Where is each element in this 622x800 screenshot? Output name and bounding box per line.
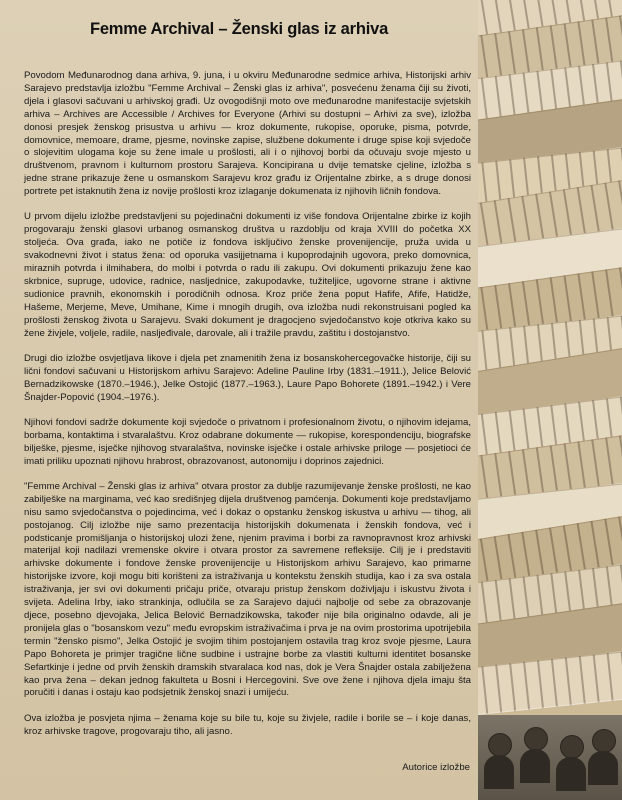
paragraph-oriental-collection: U prvom dijelu izložbe predstavljeni su pojedinačni dokumenti iz više fondova Orijentalne zbirke iz kojih progovaraju ženski glasovi urbanog osmanskog društva u razdoblju od kraja XVIII do početka XX stoljeća. Ova građa, iako ne potiče iz fondova isključivo ženske provenijencije, pruža uvida u svakodnevni život i status žena: od oporuka vasijjetnama i kupoprodajnih ugovora, preko domovnica, miraznih potvrda i ilmihabera, do molbi i potvrda o radu ili zakupu. Ovi dokumenti prikazuju žene kao skrbnice, supruge, udovice, radnice, nasljednice, zakupodavke, tužiteljice, ugovorne strane i aktivne sudionice pravnih, ekonomskih i porodičnih odnosa. Kroz priče žena poput Hafife, Afife, Hatidže, Hašeme, Merjeme, Meve, Umihane, Kime i mnogih drugih, ova izložba nudi rekonstruisani pogled ka prošlosti ženskog života u Sarajevu. Svaki dokument je dragocjeno svjedočanstvo koje otkriva kako su žene živjele, voljele, radile, nasljeđivale, darovale, ali i tražile pravdu, zaštitu i dostojanstvo.: [24, 211, 471, 339]
archival-documents-collage: [478, 0, 622, 800]
paragraph-five-women: Drugi dio izložbe osvjetljava likove i djela pet znamenitih žena iz bosanskohercegovačke historije, čiji su lični fondovi sačuvani u Historijskom arhivu Sarajevo: Adeline Pauline Irby (1831.–1911.), Jelice Belović Bernadzikowske (1870.–1946.), Jelke Ostojić (1877.–1963.), Laure Papo Bohorete (1891.–1942.) i Vere Šnajder-Popović (1904.–1976.).: [24, 352, 471, 403]
photo-person: [592, 729, 616, 753]
photo-person: [484, 755, 514, 789]
archival-group-photo: [478, 715, 622, 800]
signature: Autorice izložbe: [402, 762, 470, 773]
photo-person: [488, 733, 512, 757]
photo-person: [524, 727, 548, 751]
photo-person: [520, 749, 550, 783]
photo-person: [556, 757, 586, 791]
photo-person: [588, 751, 618, 785]
photo-person: [560, 735, 584, 759]
paragraph-exhibition-goals: "Femme Archival – Ženski glas iz arhiva" otvara prostor za dublje razumijevanje ženske prošlosti, ne kao zabilješke na marginama, već kao središnjeg dijela društvenog pamćenja. Dokumenti koje predstavljamo nisu samo svjedočanstva o pojedincima, već i dokaz o opstanku ženskog iskustva u arhivu — tihog, ali postojanog. Cilj izložbe nije samo prezentacija historijskih dokumenata i ženskih fondova, već i podsticanje promišljanja o historijskoj ulozi žene, njenim pravima i borbi za ravnopravnost kroz arhivski materijal koji nadilazi vremenske okvire i otvara prostor za savremene refleksije. Cilj je i predstaviti arhivske dokumente i fondove ženske provenijencije u Historijskom arhivu Sarajevo, kao primarne historijske izvore, koji mogu biti korišteni za istraživanja u kontekstu ženskih studija, kao i za sva ostala istraživanja, jer svi ovi dokumenti pričaju priče, otvaraju pristup ženskom doživljaju i iskustvu života i svijeta. Adelina Irby, iako strankinja, odlučila se za Sarajevo dajući najbolje od sebe za obrazovanje djece, posebno djevojaka, Jelica Belović Bernadzikowska, također nije bila originalno odavde, ali je pronijela glas o "bosanskom vezu" među evropskim istraživačima i prva je na ovim prostorima upotrijebila termin "žensko pismo", Jelka Ostojić je svojim tihim postojanjem ostavila trag kroz svoje pjesme, Laura Papo Bohoreta je primjer tragične lične sudbine i ustrajne borbe za vlastiti kulturni identitet bosanske Sefartkinje i jedne od prvih ženskih dramskih stvaralaca kod nas, dok je Vera Šnajder ostala zabilježena kao prva žena – dekan jednog fakulteta u Bosni i Hercegovini. Sve ove žene i njihova djela imaju šta poručiti i danas i ostaju kao podsjetnik ženskoj snazi i umijeću.: [24, 480, 471, 699]
document-body: [24, 70, 471, 751]
paragraph-dedication: Ova izložba je posvjeta njima – ženama koje su bile tu, koje su živjele, radile i borile se – i koje danas, kroz arhivske tragove, progovaraju tiho, ali jasno.: [24, 712, 471, 737]
paragraph-intro: Povodom Međunarodnog dana arhiva, 9. juna, i u okviru Međunarodne sedmice arhiva, Historijski arhiv Sarajevo predstavlja izložbu "Femme Archival – Ženski glas iz arhiva", posvećenu ženama čiji su životi, djela i glasovi sačuvani u arhivskoj građi. Uz ovogodišnji moto ove međunarodne manifestacije svjetskih arhiva – Archives are Accessible / Archives for Everyone (Arhivi su dostupni – Arhivi za sve), izložba donosi presjek ženskog prisustva u arhivu — kroz dokumente, rukopise, oporuke, pisma, potvrde, domovnice, memoare, drame, pjesme, novinske zapise, službene dokumente i druge spise koji svjedoče o slojevitim ulogama koje su žene imale u prošlosti, ali i o njihovoj borbi da očuvaju svoje mjesto u društvenom, pravnom i kulturnom prostoru Sarajeva. Koncipirana u dvije tematske cjeline, izložba s jedne strane prikazuje žene u osmanskom Sarajevu kroz građu iz Orijentalne zbirke, a s druge donosi portrete pet istaknutih žena iz novije prošlosti kroz izlaganje dokumenata iz njihovih ličnih fondova.: [24, 70, 471, 198]
page-title: Femme Archival – Ženski glas iz arhiva: [89, 20, 389, 38]
paragraph-personal-fonds: Njihovi fondovi sadrže dokumente koji svjedoče o privatnom i profesionalnom životu, o njihovim idejama, borbama, kontaktima i stvaralaštvu. Kroz odabrane dokumente — rukopise, korespondenciju, biografske bilješke, pjesme, isječke njihovog stvaralaštva, novinske isječke i ostale arhivske priloge — posjetioci će imati priliku upoznati njihovu hrabrost, obrazovanost, autonomiju i doprinos zajednici.: [24, 416, 471, 467]
